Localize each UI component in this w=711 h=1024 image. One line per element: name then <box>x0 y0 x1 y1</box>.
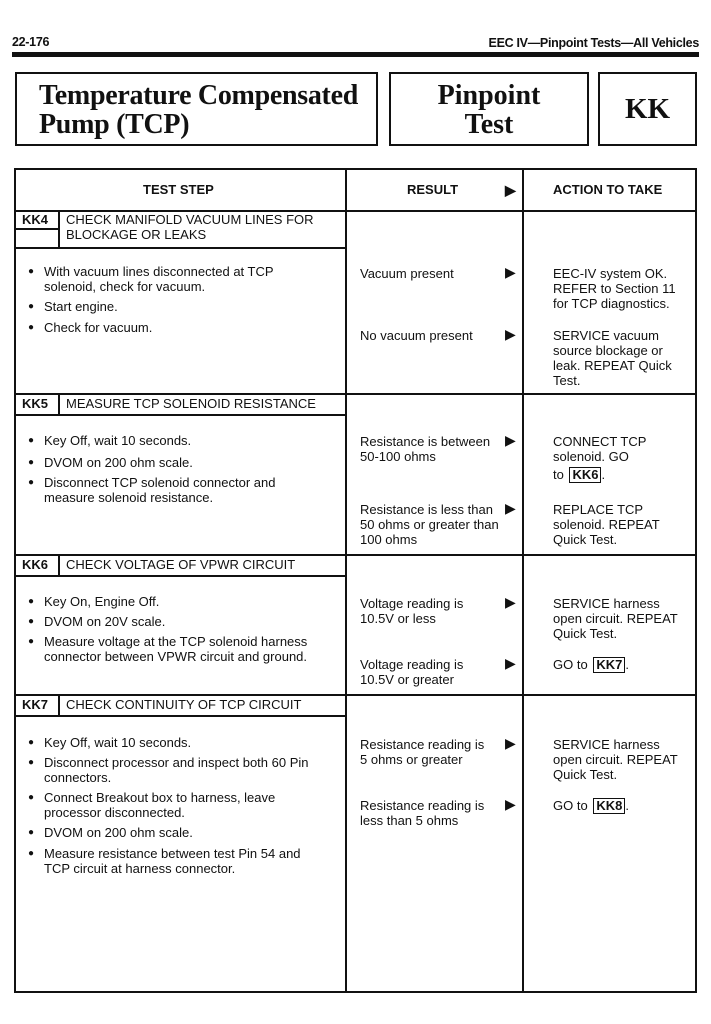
result-text: Voltage reading is 10.5V or less <box>360 596 464 626</box>
title-line-2: Pump (TCP) <box>39 109 190 140</box>
bullet-item: ● Connect Breakout box to harness, leave processor disconnected. <box>28 790 318 820</box>
arrow-icon: ▶ <box>505 655 516 671</box>
page-number: 22-176 <box>12 35 50 49</box>
pinpoint-test-box <box>389 72 589 146</box>
action-goto <box>553 467 693 483</box>
step-title-rule-kk4 <box>14 247 346 249</box>
col-header-action: ACTION TO TAKE <box>553 182 663 197</box>
bullet-item: ● Start engine. <box>28 299 328 314</box>
arrow-icon: ▶ <box>505 326 516 342</box>
arrow-icon: ▶ <box>505 594 516 610</box>
action-goto <box>553 798 693 814</box>
action-text: GO to <box>553 798 588 813</box>
step-id-kk5: KK5 <box>22 396 49 411</box>
bullet-item: ● Measure resistance between test Pin 54 and TCP circuit at harness connector. <box>28 846 318 876</box>
step-title-kk5: MEASURE TCP SOLENOID RESISTANCE <box>66 396 316 411</box>
arrow-icon: ▶ <box>505 500 516 516</box>
action-period: . <box>625 798 629 813</box>
bullet-item: ● With vacuum lines disconnected at TCP solenoid, check for vacuum. <box>28 264 318 294</box>
bullet-item: ● Disconnect processor and inspect both 60 Pin connectors. <box>28 755 328 785</box>
step-ref-kk8[interactable]: KK8 <box>593 798 625 814</box>
test-code-box <box>598 72 697 146</box>
action-text: GO to <box>553 657 588 672</box>
section-title: EEC IV—Pinpoint Tests—All Vehicles <box>488 36 699 50</box>
step-id-kk7: KK7 <box>22 697 49 712</box>
bullet-item: ● Check for vacuum. <box>28 320 328 335</box>
action-to-text: to <box>553 467 564 482</box>
arrow-icon: ▶ <box>505 432 516 448</box>
action-text: SERVICE vacuum source blockage or leak. REPEAT Quick Test. <box>553 328 672 388</box>
row-rule-kk7 <box>14 694 697 696</box>
action-text: SERVICE harness open circuit. REPEAT Quick Test. <box>553 737 678 782</box>
action-text: CONNECT TCP solenoid. GO <box>553 434 647 464</box>
row-rule-kk5 <box>14 393 697 395</box>
bullet-item: ● Key Off, wait 10 seconds. <box>28 735 328 750</box>
step-title-rule-kk5 <box>14 414 346 416</box>
test-code: KK <box>624 93 671 125</box>
col-header-result: RESULT <box>407 182 459 197</box>
col-header-arrow: ▶ <box>505 182 516 198</box>
action-goto <box>553 657 693 673</box>
pinpoint-label: Pinpoint <box>437 80 541 111</box>
arrow-icon: ▶ <box>505 735 516 751</box>
bullet-item: ● Key Off, wait 10 seconds. <box>28 433 328 448</box>
step-id-kk6: KK6 <box>22 557 49 572</box>
bullet-item: ● Key On, Engine Off. <box>28 594 328 609</box>
step-id-separator <box>58 393 60 415</box>
result-text: Voltage reading is 10.5V or greater <box>360 657 464 687</box>
result-text: Resistance is less than 50 ohms or greater than 100 ohms <box>360 502 499 547</box>
result-text: No vacuum present <box>360 328 473 343</box>
title-line-1: Temperature Compensated <box>39 80 358 111</box>
step-title-rule-kk7 <box>14 715 346 717</box>
row-rule-kk6 <box>14 554 697 556</box>
step-title-rule-kk6 <box>14 575 346 577</box>
action-text: REPLACE TCP solenoid. REPEAT Quick Test. <box>553 502 660 547</box>
action-period: . <box>625 657 629 672</box>
bullet-item: ● DVOM on 200 ohm scale. <box>28 455 328 470</box>
col-divider-1 <box>345 168 347 993</box>
step-title-kk7: CHECK CONTINUITY OF TCP CIRCUIT <box>66 697 302 712</box>
col-divider-2 <box>522 168 524 993</box>
step-title-kk4-line2: BLOCKAGE OR LEAKS <box>66 227 207 242</box>
action-text: SERVICE harness open circuit. REPEAT Quick Test. <box>553 596 678 641</box>
arrow-icon: ▶ <box>505 264 516 280</box>
header-rule <box>12 52 699 57</box>
test-label: Test <box>464 109 514 140</box>
result-text: Resistance is between 50-100 ohms <box>360 434 491 464</box>
result-text: Vacuum present <box>360 266 454 281</box>
result-text: Resistance reading is less than 5 ohms <box>360 798 485 828</box>
col-header-test-step: TEST STEP <box>143 182 214 197</box>
bullet-item: ● DVOM on 200 ohm scale. <box>28 825 328 840</box>
bullet-item: ● Disconnect TCP solenoid connector and measure solenoid resistance. <box>28 475 308 505</box>
step-id-separator <box>58 554 60 576</box>
title-box <box>15 72 378 146</box>
step-ref-kk7[interactable]: KK7 <box>593 657 625 673</box>
bullet-item: ● Measure voltage at the TCP solenoid harness connector between VPWR circuit and ground. <box>28 634 338 664</box>
action-period: . <box>601 467 606 482</box>
result-text: Resistance reading is 5 ohms or greater <box>360 737 485 767</box>
step-title-kk6: CHECK VOLTAGE OF VPWR CIRCUIT <box>66 557 296 572</box>
arrow-icon: ▶ <box>505 796 516 812</box>
step-id-rule <box>14 228 59 230</box>
step-title-kk4-line1: CHECK MANIFOLD VACUUM LINES FOR <box>66 212 314 227</box>
action-text: EEC-IV system OK. REFER to Section 11 for TCP diagnostics. <box>553 266 676 311</box>
step-ref-kk6[interactable]: KK6 <box>569 467 601 483</box>
bullet-item: ● DVOM on 20V scale. <box>28 614 328 629</box>
step-id-kk4: KK4 <box>22 212 49 227</box>
step-id-separator <box>58 694 60 716</box>
